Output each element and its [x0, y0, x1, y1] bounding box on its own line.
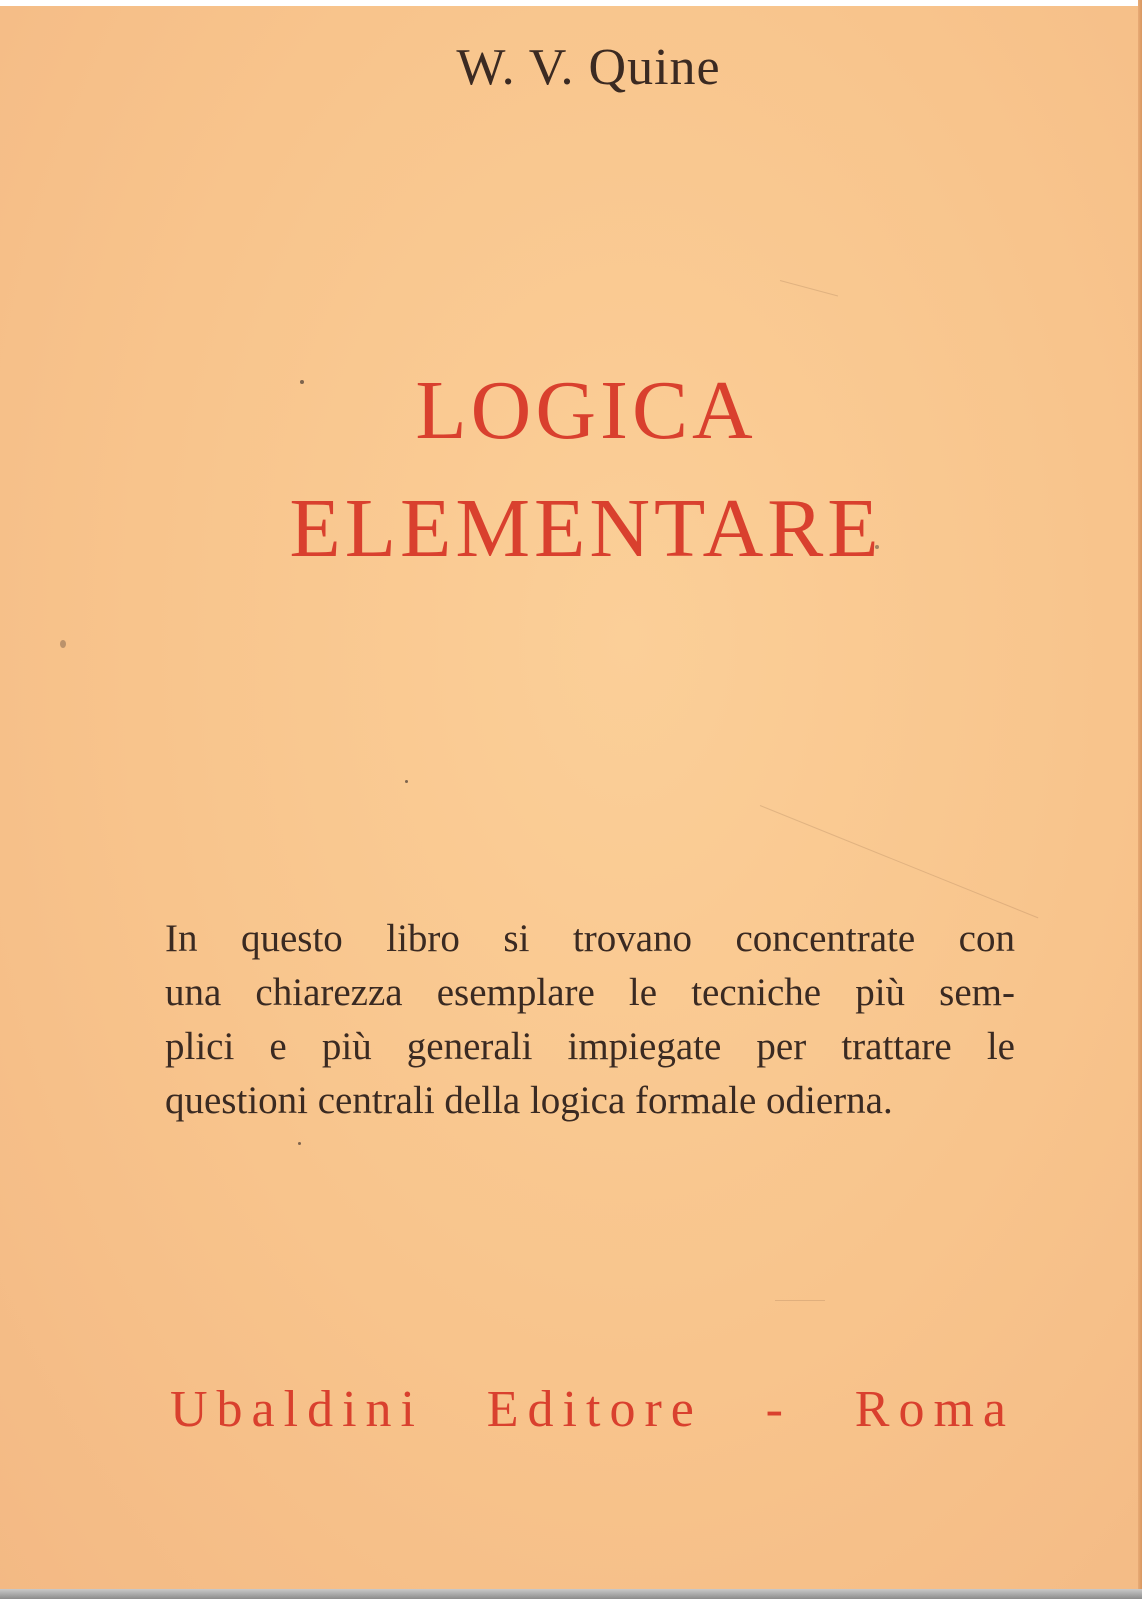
paper-crease — [780, 280, 838, 296]
bottom-edge — [0, 1589, 1142, 1599]
blurb-line: questioni centrali della logica formale odierna. — [165, 1079, 893, 1122]
paper-crease — [760, 805, 1039, 918]
blurb-paragraph — [165, 912, 1015, 1128]
right-edge — [1138, 0, 1142, 1599]
book-title — [0, 352, 1142, 588]
publisher-imprint: Ubaldini Editore - Roma — [170, 1381, 1015, 1438]
paper-crease — [775, 1300, 825, 1301]
blurb-line: una chiarezza esemplare le tecniche più sem- — [165, 971, 1015, 1014]
paper-speck — [405, 780, 408, 783]
title-line: LOGICA — [415, 364, 757, 457]
blurb-line: plici e più generali impiegate per trattare le — [165, 1025, 1015, 1068]
title-line: ELEMENTARE — [289, 482, 883, 575]
paper-speck — [60, 640, 66, 648]
paper-speck — [298, 1142, 301, 1145]
author-name: W. V. Quine — [456, 39, 721, 96]
top-edge — [0, 0, 1142, 6]
blurb-line: In questo libro si trovano concentrate con — [165, 917, 1015, 960]
